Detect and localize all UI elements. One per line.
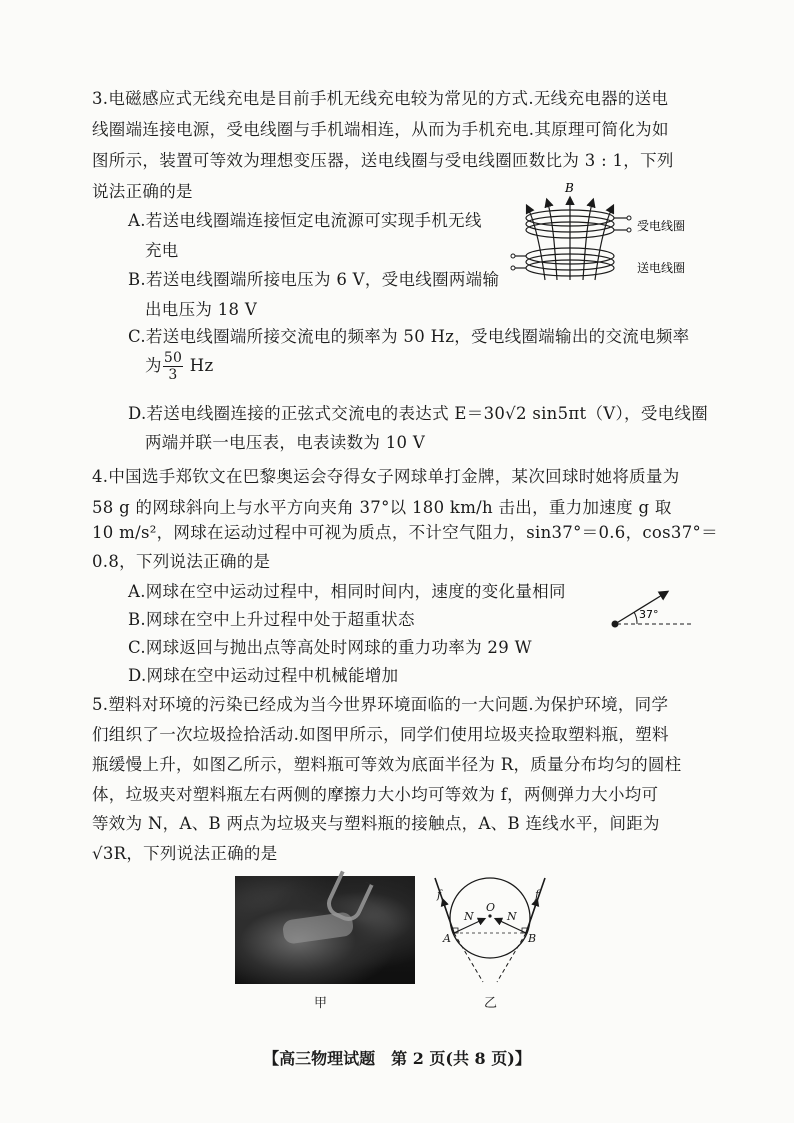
q3-option-b-cont: 出电压为 18 V — [145, 300, 258, 319]
q5-stem-line-1: 5.塑料对环境的污染已经成为当今世界环境面临的一大问题.为保护环境，同学 — [92, 695, 669, 714]
friction-right-label: f — [535, 888, 540, 901]
q4-stem-line-2: 58 g 的网球斜向上与水平方向夹角 37°以 180 km/h 击出，重力加速度 g 取 — [92, 498, 672, 517]
q4-stem-line-3: 10 m/s²，网球在运动过程中可视为质点，不计空气阻力，sin37°＝0.6，cos37°＝ — [92, 523, 718, 542]
q4-stem-line-1: 4.中国选手郑钦文在巴黎奥运会夺得女子网球单打金牌，某次回球时她将质量为 — [92, 467, 680, 486]
q3-stem-line-2: 线圈端连接电源，受电线圈与手机端相连，从而为手机充电.其原理可简化为如 — [92, 120, 669, 139]
q5-stem-line-5: 等效为 N，A、B 两点为垃圾夹与塑料瓶的接触点，A、B 连线水平，间距为 — [92, 814, 660, 833]
q5-stem-line-3: 瓶缓慢上升，如图乙所示，塑料瓶可等效为底面半径为 R，质量分布均匀的圆柱 — [92, 755, 682, 774]
q3-option-c-cont — [145, 350, 213, 383]
q3-option-c: C.若送电线圈端所接交流电的频率为 50 Hz，受电线圈端输出的交流电频率 — [128, 327, 690, 346]
terminal-icon — [627, 228, 631, 232]
coil-figure — [505, 180, 705, 290]
caption-right: 乙 — [484, 996, 498, 1011]
q3-stem-line-3: 图所示，装置可等效为理想变压器，送电线圈与受电线圈匝数比为 3 : 1，下列 — [92, 151, 674, 170]
point-a-label: A — [443, 932, 451, 945]
q3-option-d: D.若送电线圈连接的正弦式交流电的表达式 E＝30√2 sin5πt（V），受电线圈 — [128, 404, 709, 423]
page-footer: 【高三物理试题 第 2 页(共 8 页)】 — [263, 1049, 531, 1068]
q5-stem-line-2: 们组织了一次垃圾捡拾活动.如图甲所示，同学们使用垃圾夹捡取塑料瓶，塑料 — [92, 725, 669, 744]
center-label: O — [486, 901, 496, 914]
force-diagram — [425, 876, 555, 984]
q3-option-a-cont: 充电 — [145, 241, 179, 260]
terminal-icon — [511, 266, 515, 270]
launch-angle-figure — [605, 580, 695, 634]
point-b-label: B — [528, 932, 537, 945]
q4-stem-line-4: 0.8，下列说法正确的是 — [92, 552, 271, 571]
center-point-icon — [488, 914, 491, 917]
q4-option-b: B.网球在空中上升过程中处于超重状态 — [128, 610, 415, 629]
fraction-denominator: 3 — [168, 367, 178, 383]
q3-option-c-unit: Hz — [189, 356, 214, 375]
bottle-shape — [282, 911, 355, 945]
q4-option-d: D.网球在空中运动过程中机械能增加 — [128, 666, 399, 685]
q5-stem-line-6: √3R，下列说法正确的是 — [92, 844, 278, 863]
friction-left-label: f — [437, 888, 442, 901]
q4-option-a: A.网球在空中运动过程中，相同时间内，速度的变化量相同 — [128, 582, 566, 601]
q3-option-d-cont: 两端并联一电压表，电表读数为 10 V — [145, 433, 426, 452]
caption-left: 甲 — [314, 996, 328, 1011]
b-field-label: B — [565, 181, 574, 195]
q5-stem-line-4: 体，垃圾夹对塑料瓶左右两侧的摩擦力大小均可等效为 f，两侧弹力大小均可 — [92, 785, 659, 804]
q4-option-c: C.网球返回与抛出点等高处时网球的重力功率为 29 W — [128, 638, 532, 657]
angle-arc — [634, 612, 637, 624]
q3-option-a: A.若送电线圈端连接恒定电流源可实现手机无线 — [128, 211, 482, 230]
upper-coil-label: 受电线圈 — [637, 219, 686, 233]
terminal-icon — [627, 216, 631, 220]
fraction — [163, 350, 183, 383]
trash-picker-photo — [235, 876, 415, 984]
angle-label: 37° — [639, 608, 659, 621]
normal-left-label: N — [464, 910, 474, 923]
normal-right-label: N — [507, 910, 517, 923]
lower-coil-label: 送电线圈 — [637, 261, 686, 275]
q3-option-c-prefix: 为 — [145, 356, 162, 375]
q3-stem-line-4: 说法正确的是 — [92, 182, 193, 201]
fraction-numerator: 50 — [163, 350, 183, 366]
upper-coil — [526, 210, 627, 238]
q3-stem-line-1: 3.电磁感应式无线充电是目前手机无线充电较为常见的方式.无线充电器的送电 — [92, 89, 669, 108]
q3-option-b: B.若送电线圈端所接电压为 6 V，受电线圈两端输 — [128, 270, 500, 289]
terminal-icon — [511, 254, 515, 258]
